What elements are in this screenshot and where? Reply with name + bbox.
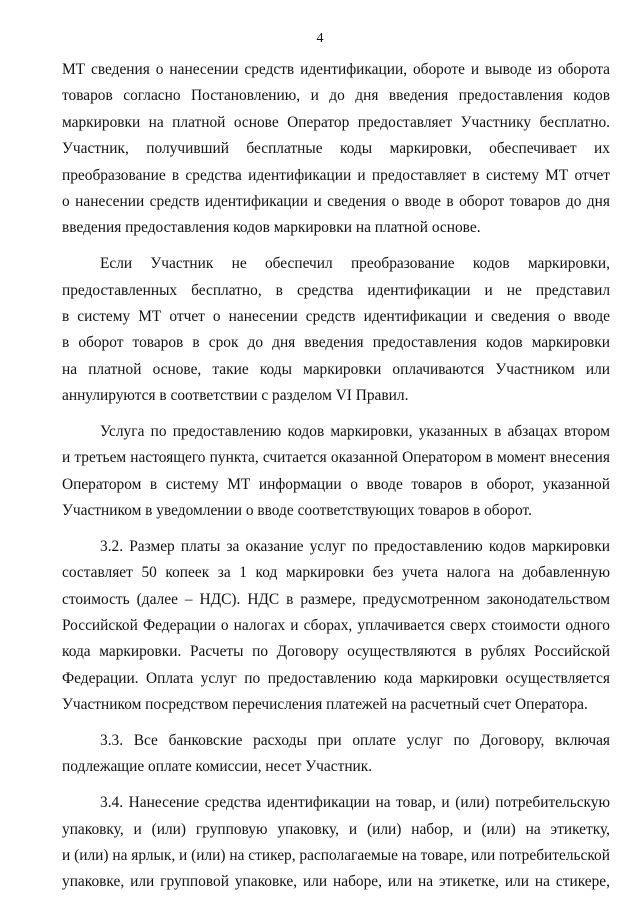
section-3-3 [62, 728, 610, 781]
text-line: 3.2. Размер платы за оказание услуг по предоставлению кодов маркировки [100, 537, 610, 555]
text-line: маркировки на платной основе Оператор предоставляет Участнику бесплатно. [62, 113, 610, 131]
page-number: 4 [316, 31, 324, 46]
text-line: преобразование в средства идентификации и предоставляет в систему МТ отчет [62, 166, 610, 184]
text-line: подлежащие оплате комиссии, несет Участник. [62, 758, 373, 776]
section-3-4 [62, 790, 610, 896]
text-line: Оператором в систему МТ информации о вводе товаров в оборот, указанной [62, 475, 610, 493]
text-line: Участником посредством перечисления платежей на расчетный счет Оператора. [62, 696, 588, 714]
text-line: и третьем настоящего пункта, считается оказанной Оператором в момент внесения [62, 449, 610, 467]
text-line: упаковку, и (или) групповую упаковку, и (или) набор, и (или) на этикетку, [62, 820, 610, 838]
text-line: и (или) на ярлык, и (или) на стикер, располагаемые на товаре, или потребительской [62, 846, 610, 864]
text-line: Участник, получивший бесплатные коды маркировки, обеспечивает их [62, 140, 610, 158]
section-3-2 [62, 534, 610, 719]
document-body [62, 57, 610, 896]
text-line: 3.4. Нанесение средства идентификации на товар, и (или) потребительскую [100, 794, 610, 812]
text-line: кода маркировки. Расчеты по Договору осуществляются в рублях Российской [62, 643, 610, 661]
text-line: введения предоставления кодов маркировки на платной основе. [62, 219, 481, 237]
text-line: Российской Федерации о налогах и сборах, уплачивается сверх стоимости одного [62, 616, 610, 634]
text-line: предоставленных бесплатно, в средства идентификации и не представил [62, 281, 610, 299]
paragraph-1 [62, 57, 610, 242]
text-line: упаковке, или групповой упаковке, или наборе, или на этикетке, или на стикере, [62, 873, 610, 891]
text-line: МТ сведения о нанесении средств идентификации, обороте и выводе из оборота [62, 61, 610, 78]
text-line: составляет 50 копеек за 1 код маркировки без учета налога на добавленную [62, 564, 610, 582]
text-line: в оборот товаров в срок до дня введения предоставления кодов маркировки [62, 334, 610, 352]
text-line: Если Участник не обеспечил преобразование кодов маркировки, [100, 255, 610, 273]
text-line: Услуга по предоставлению кодов маркировки, указанных в абзацах втором [100, 422, 610, 440]
text-line: в систему МТ отчет о нанесении средств идентификации и сведения о вводе [62, 307, 610, 325]
text-line: Федерации. Оплата услуг по предоставлению кода маркировки осуществляется [62, 669, 610, 687]
text-line: на платной основе, такие коды маркировки оплачиваются Участником или [62, 360, 610, 378]
text-line: о нанесении средств идентификации и сведения о вводе в оборот товаров до дня [62, 192, 610, 210]
text-line: аннулируются в соответствии с разделом VI Правил. [62, 387, 409, 405]
text-line: товаров согласно Постановлению, и до дня введения предоставления кодов [62, 87, 610, 105]
text-line: 3.3. Все банковские расходы при оплате услуг по Договору, включая [100, 731, 610, 749]
paragraph-3 [62, 419, 610, 525]
text-line: стоимость (далее – НДС). НДС в размере, предусмотренном законодательством [62, 590, 610, 608]
text-line: Участником в уведомлении о вводе соответствующих товаров в оборот. [62, 502, 532, 520]
paragraph-2 [62, 251, 610, 409]
